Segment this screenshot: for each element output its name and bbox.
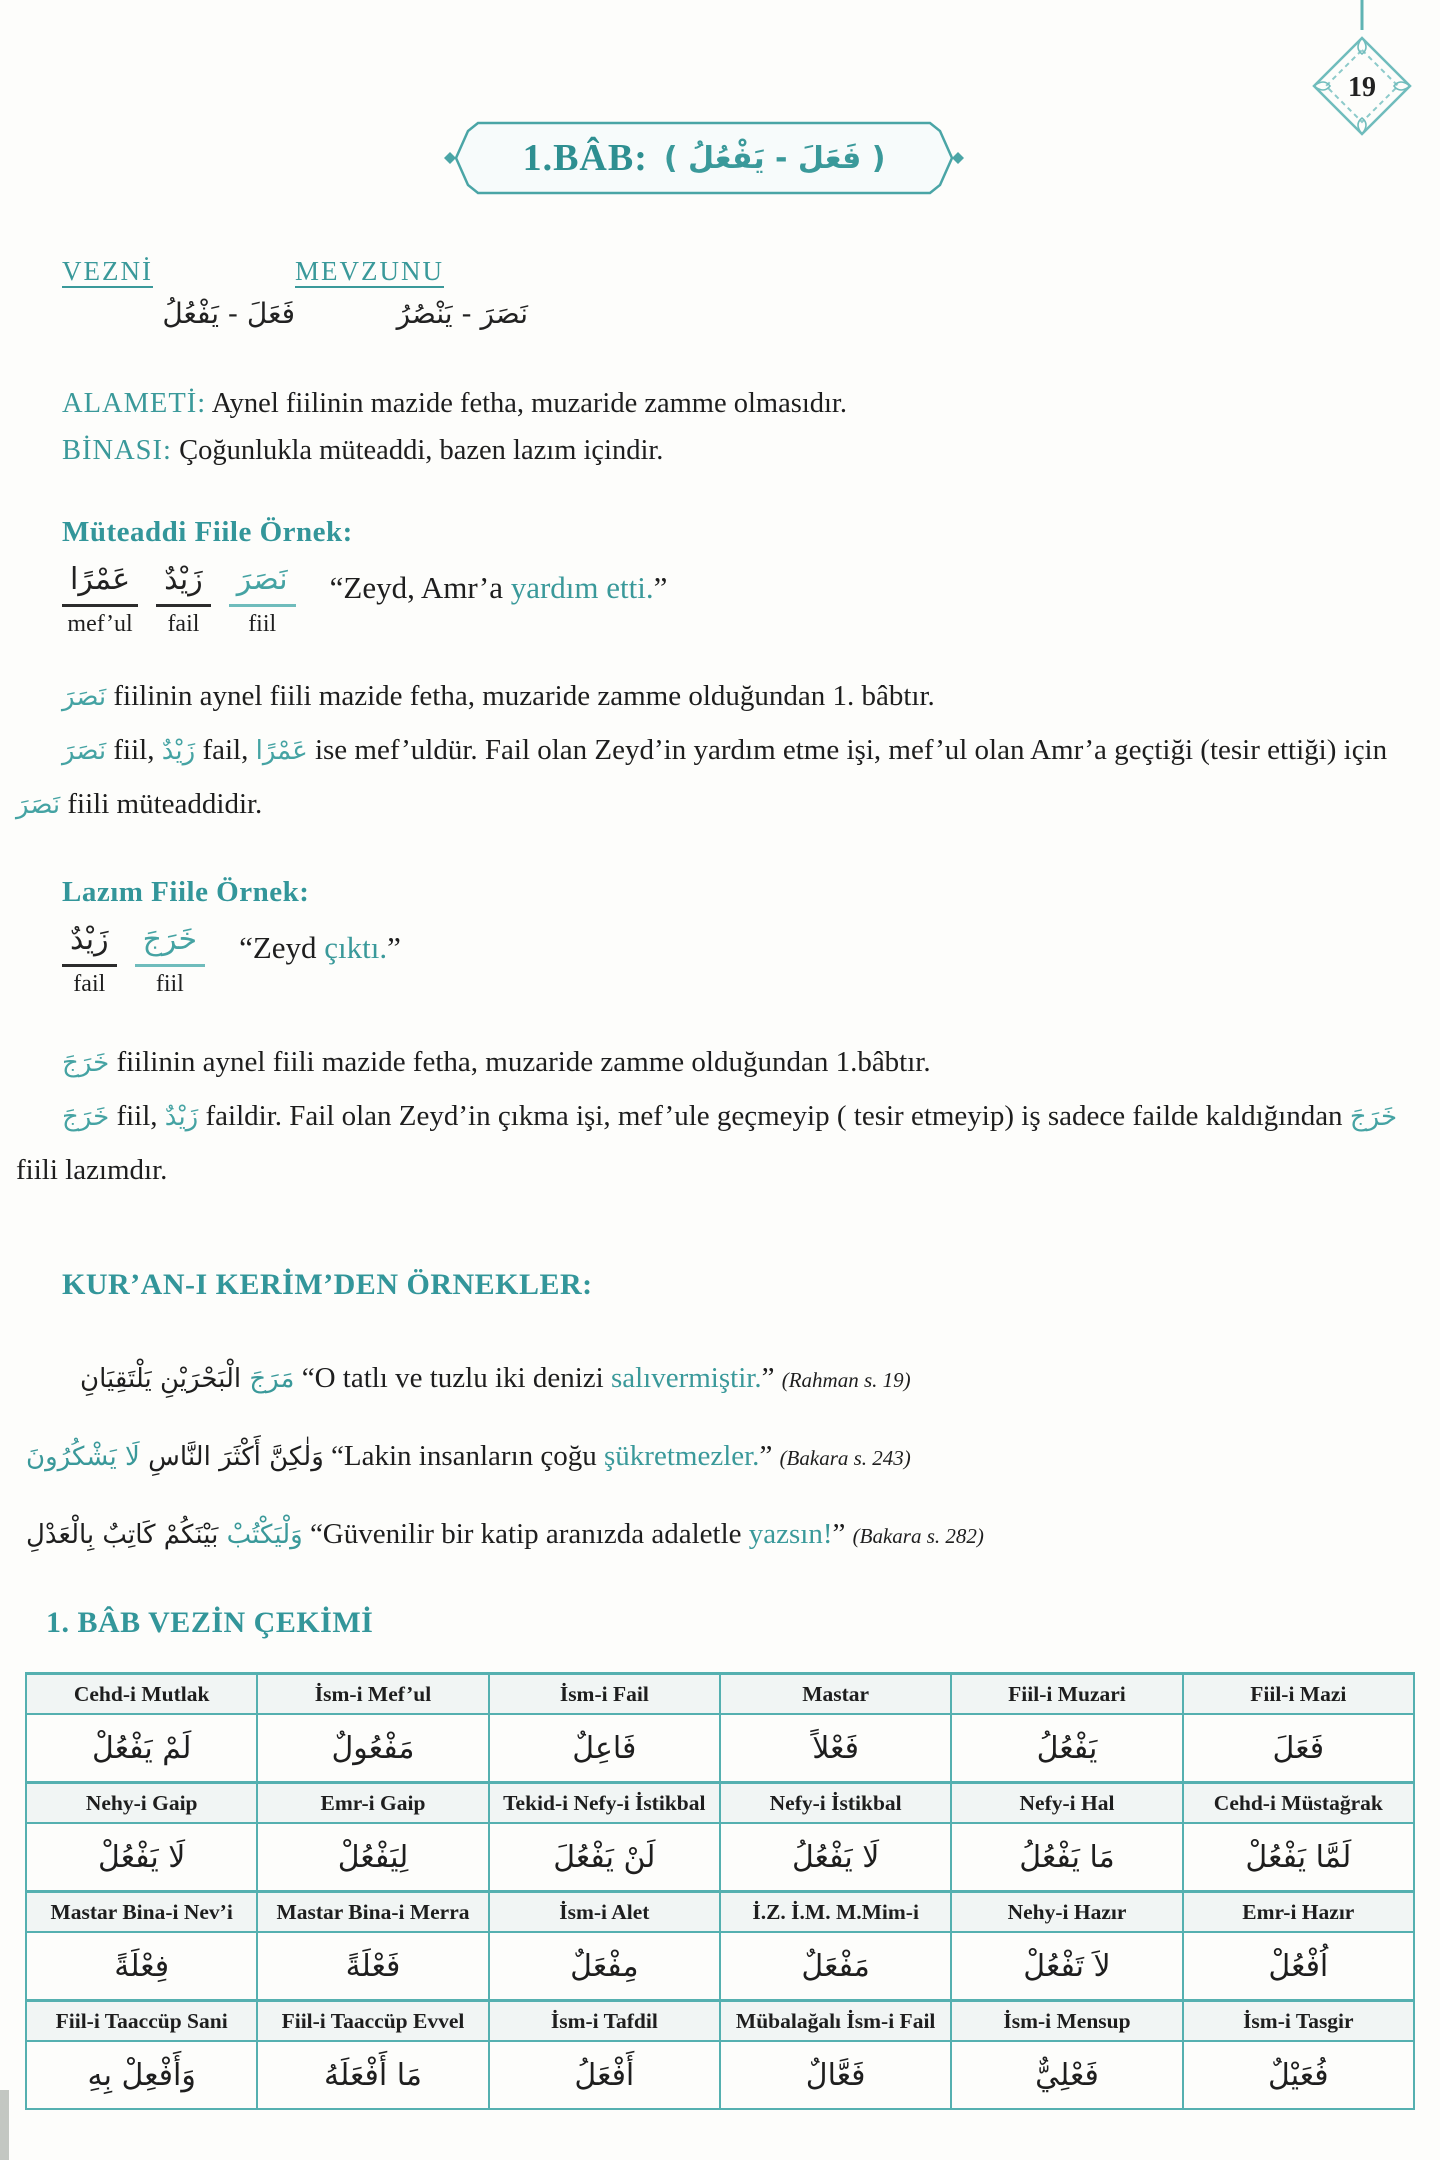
vezin-arabic-cell: مَا أَفْعَلَهُ [257,2041,488,2109]
text-run: ” [387,930,401,965]
word-role-label: fail [73,971,106,997]
vezin-name-cell: Fiil-i Mazi [1183,1674,1414,1715]
quran-example [26,1430,1426,1484]
vezin-arabic-cell: فَعْلِيٌّ [951,2041,1182,2109]
text-run: şükretmezler. [604,1440,760,1472]
vezin-name-cell: Mübalağalı İsm-i Fail [720,2001,951,2042]
muteaddi-heading: Müteaddi Fiile Örnek: [62,516,353,548]
text-run: fiilinin aynel fiili mazide fetha, muzaride zamme olduğundan 1. bâbtır. [106,680,935,712]
arabic-word: زَيْدٌ [164,1102,199,1132]
title-banner [444,118,964,198]
alameti-text: Aynel fiilinin mazide fetha, muzaride zamme olmasıdır. [211,388,847,419]
table-header-row [26,1892,1414,1933]
vezin-arabic-cell: اُفْعُلْ [1183,1932,1414,2001]
vezin-name-cell: Tekid-i Nefy-i İstikbal [489,1783,720,1824]
vezin-arabic-cell: لَمْ يَفْعُلْ [26,1714,257,1783]
vezin-name-cell: İsm-i Tafdil [489,2001,720,2042]
vezin-name-cell: Mastar Bina-i Nev’i [26,1892,257,1933]
arabic-word: الْبَحْرَيْنِ يَلْتَقِيَانِ [80,1364,250,1394]
vezin-arabic-cell: فَاعِلٌ [489,1714,720,1783]
lazim-translation [239,922,401,966]
arabic-phrase [80,1362,294,1394]
text-run: (Bakara s. 282) [852,1524,984,1548]
alameti-label: ALAMETİ: [62,388,207,419]
vezin-name-cell: Nefy-i İstikbal [720,1783,951,1824]
table-header-row [26,2001,1414,2042]
text-run: ” [759,1440,780,1472]
text-run: (Rahman s. 19) [781,1368,911,1392]
vezin-arabic-cell: مَفْعُولٌ [257,1714,488,1783]
text-run: “Lakin insanların çoğu [323,1440,605,1472]
annotated-word [62,922,117,998]
arabic-word: عَمْرًا [62,562,138,607]
vezin-arabic-cell: فَعَلَ [1183,1714,1414,1783]
vezin-arabic-cell: لَا يَفْعُلُ [720,1823,951,1892]
vezin-name-cell: Cehd-i Müstağrak [1183,1783,1414,1824]
text-run: yardım etti. [510,570,654,605]
table-value-row [26,2041,1414,2109]
text-run: “Zeyd [239,930,325,965]
vezin-arabic-cell: لَنْ يَفْعُلَ [489,1823,720,1892]
word-role-label: mef’ul [67,611,133,637]
muteaddi-paragraphs [16,670,1428,832]
vezin-name-cell: İsm-i Tasgir [1183,2001,1414,2042]
vezin-name-cell: İsm-i Mef’ul [257,1674,488,1715]
arabic-word: زَيْدٌ [156,562,211,607]
text-run: ” [653,570,668,605]
chapter-title: 1.BÂB: [522,137,648,179]
text-run: ise mef’uldür. Fail olan Zeyd’in yardım etme işi, mef’ul olan Amr’a geçtiği (tesir ettiği) için [307,734,1388,766]
text-run: fiili müteaddidir. [60,788,263,820]
text-run: “Güvenilir bir katip aranızda adaletle [302,1518,749,1550]
vezin-name-cell: İsm-i Fail [489,1674,720,1715]
vezin-name-cell: Nehy-i Hazır [951,1892,1182,1933]
vezin-arabic-cell: مَفْعَلٌ [720,1932,951,2001]
vezni-label: VEZNİ [62,256,153,286]
binasi-text: Çoğunlukla müteaddi, bazen lazım içindir. [179,435,664,466]
word-role-label: fail [167,611,200,637]
vezin-arabic-cell: لِيَفْعُلْ [257,1823,488,1892]
arabic-phrase [26,1518,303,1550]
vezin-arabic-cell: مِفْعَلٌ [489,1932,720,2001]
arabic-word: خَرَجَ [135,922,205,967]
vezin-arabic-cell: لَا يَفْعُلْ [26,1823,257,1892]
arabic-word: لَا يَشْكُرُونَ [26,1442,140,1472]
vezni-column [62,256,295,330]
arabic-word: خَرَجَ [1349,1102,1398,1132]
flourish-icon [1302,0,1422,140]
vezin-name-cell: Emr-i Hazır [1183,1892,1414,1933]
vezin-name-cell: Fiil-i Muzari [951,1674,1182,1715]
arabic-word: نَصَرَ [62,736,107,766]
text-run: fail, [195,734,256,766]
conjugation-table-wrap [25,1672,1415,2110]
arabic-word: بَيْنَكُمْ كَاتِبٌ بِالْعَدْلِ [26,1520,227,1550]
vezin-name-cell: Cehd-i Mutlak [26,1674,257,1715]
vezin-arabic-cell: لاَ تَفْعُلْ [951,1932,1182,2001]
arabic-phrase [26,1440,324,1472]
vezin-arabic-cell: أَفْعَلُ [489,2041,720,2109]
arabic-word: نَصَرَ [62,682,107,712]
arabic-word: وَلٰكِنَّ أَكْثَرَ النَّاسِ [139,1442,324,1472]
vezin-arabic-cell: فِعْلَةً [26,1932,257,2001]
binasi-line [62,427,1407,474]
table-value-row [26,1823,1414,1892]
text-run: ” [761,1362,782,1394]
annotated-word [156,562,211,638]
vezin-name-cell: Mastar Bina-i Merra [257,1892,488,1933]
vezin-arabic-cell: يَفْعُلُ [951,1714,1182,1783]
arabic-word: عَمْرًا [255,736,308,766]
arabic-word: زَيْدٌ [161,736,196,766]
text-run: salıvermiştir. [610,1362,762,1394]
scan-edge-artifact [0,2090,9,2160]
arabic-word: نَصَرَ [229,562,296,607]
vezin-name-cell: İ.Z. İ.M. M.Mim-i [720,1892,951,1933]
conjugation-table [25,1672,1415,2110]
paragraph [16,1090,1428,1197]
table-header-row [26,1674,1414,1715]
alameti-line [62,380,1407,427]
text-run: “Zeyd, Amr’a [329,570,511,605]
vezin-name-cell: Nefy-i Hal [951,1783,1182,1824]
vezin-name-cell: Nehy-i Gaip [26,1783,257,1824]
vezin-arabic-cell: مَا يَفْعُلُ [951,1823,1182,1892]
mevzunu-arabic: نَصَرَ - يَنْصُرُ [396,297,528,330]
mevzunu-column [295,256,528,330]
page-number-ornament [1302,0,1422,140]
vezin-arabic-cell: لَمَّا يَفْعُلْ [1183,1823,1414,1892]
arabic-word: وَلْيَكْتُبْ [226,1520,303,1550]
quran-heading: KUR’AN-I KERİM’DEN ÖRNEKLER: [62,1268,593,1301]
arabic-word: خَرَجَ [62,1048,110,1078]
annotated-word [135,922,205,998]
lazim-heading: Lazım Fiile Örnek: [62,876,310,908]
arabic-word: زَيْدٌ [62,922,117,967]
vezin-arabic-cell: فُعَيْلٌ [1183,2041,1414,2109]
table-value-row [26,1714,1414,1783]
vezin-name-cell: Fiil-i Taaccüp Sani [26,2001,257,2042]
text-run: çıktı. [324,930,388,965]
mevzunu-label: MEVZUNU [295,256,444,286]
vezin-name-cell: Emr-i Gaip [257,1783,488,1824]
annotated-word [62,562,138,638]
vezin-name-cell: İsm-i Mensup [951,2001,1182,2042]
annotated-word [229,562,296,638]
text-run: fiil, [109,1100,165,1132]
paragraph [16,670,1428,724]
arabic-word: خَرَجَ [62,1102,110,1132]
text-run: fiil, [106,734,162,766]
text-run: fiili lazımdır. [16,1154,168,1186]
table-value-row [26,1932,1414,2001]
vezin-name-cell: Fiil-i Taaccüp Evvel [257,2001,488,2042]
word-role-label: fiil [248,611,277,637]
table-header-row [26,1783,1414,1824]
quran-examples [26,1352,1426,1586]
text-run: fiilinin aynel fiili mazide fetha, muzaride zamme olduğundan 1.bâbtır. [109,1046,931,1078]
muteaddi-example [62,562,667,638]
vezin-name-cell: Mastar [720,1674,951,1715]
text-run: “O tatlı ve tuzlu iki denizi [294,1362,611,1394]
page-number: 19 [1348,72,1376,103]
muteaddi-annotated-words [62,562,314,638]
vezni-arabic: فَعَلَ - يَفْعُلُ [162,297,295,330]
muteaddi-translation [330,562,668,606]
vezin-arabic-cell: وَأَفْعِلْ بِهِ [26,2041,257,2109]
vezin-name-cell: İsm-i Alet [489,1892,720,1933]
binasi-label: BİNASI: [62,435,172,466]
text-run: ” [832,1518,853,1550]
text-run: yazsın! [748,1518,833,1550]
lazim-annotated-words [62,922,223,998]
lazim-example [62,922,401,998]
vezin-arabic-cell: فَعْلَةً [257,1932,488,2001]
arabic-word: نَصَرَ [16,790,61,820]
paragraph [16,724,1428,832]
chapter-pattern-arabic: ( فَعَلَ - يَفْعُلُ ) [663,140,886,176]
vezin-block [62,256,528,330]
text-run: (Bakara s. 243) [779,1446,911,1470]
table-heading: 1. BÂB VEZİN ÇEKİMİ [46,1606,374,1639]
quran-example [26,1508,1426,1562]
definitions-block [62,380,1407,474]
text-run: faildir. Fail olan Zeyd’in çıkma işi, mef’ule geçmeyip ( tesir etmeyip) iş sadece failde kaldığından [198,1100,1350,1132]
paragraph [16,1036,1428,1090]
quran-example [26,1352,1426,1406]
vezin-arabic-cell: فَعْلاً [720,1714,951,1783]
word-role-label: fiil [155,971,184,997]
lazim-paragraphs [16,1036,1428,1197]
arabic-word: مَرَجَ [249,1364,295,1394]
vezin-arabic-cell: فَعَّالٌ [720,2041,951,2109]
